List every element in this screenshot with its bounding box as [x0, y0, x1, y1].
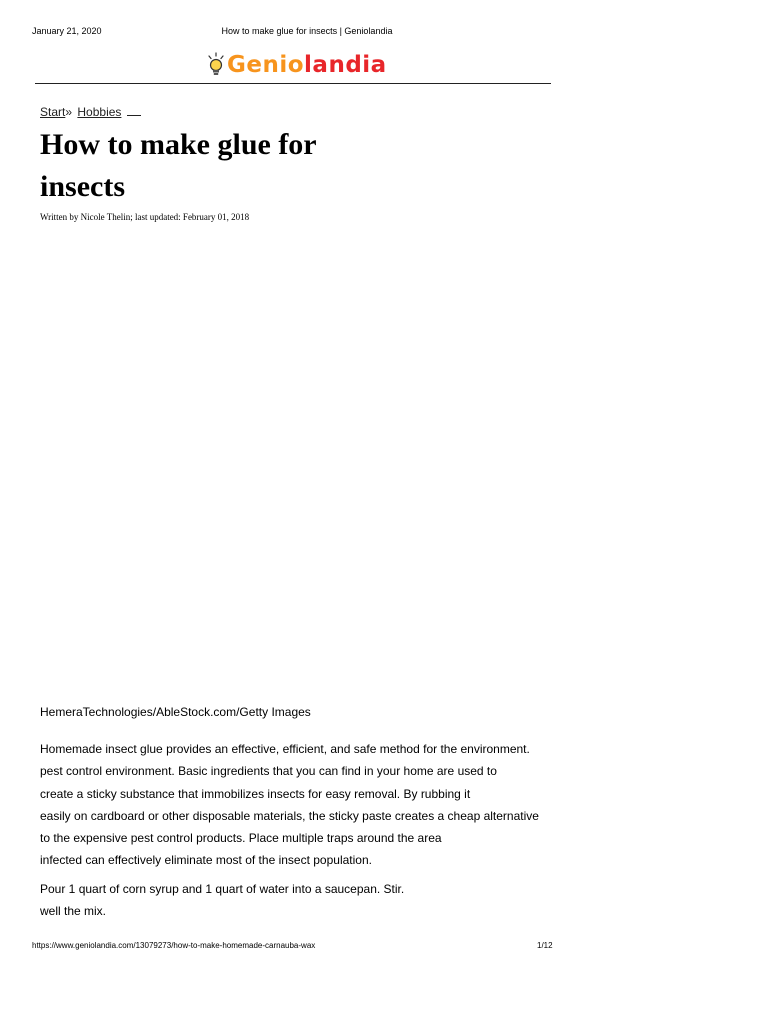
- lightbulb-icon: [207, 52, 225, 78]
- paragraph-line: well the mix.: [40, 904, 107, 919]
- paragraph-line: pest control environment. Basic ingredients that you can find in your home are used to: [40, 764, 497, 779]
- print-date: January 21, 2020: [32, 26, 102, 36]
- logo-part-genio: Genio: [227, 52, 305, 78]
- header-divider: [35, 83, 551, 84]
- article-title: How to make glue for insects: [40, 128, 317, 203]
- article-paragraph-2: [40, 878, 520, 923]
- breadcrumb-separator: »: [65, 105, 73, 119]
- print-page-number: 1/12: [537, 941, 553, 950]
- article-byline: Written by Nicole Thelin; last updated: February 01, 2018: [40, 212, 250, 222]
- article-paragraph-1: [40, 738, 539, 872]
- site-logo[interactable]: [207, 49, 387, 81]
- paragraph-line: easily on cardboard or other disposable materials, the sticky paste creates a cheap alternative: [40, 808, 539, 823]
- image-credit: HemeraTechnologies/AbleStock.com/Getty Images: [40, 705, 311, 719]
- paragraph-line: Homemade insect glue provides an effective, efficient, and safe method for the environment.: [40, 742, 530, 756]
- print-footer-url: https://www.geniolandia.com/13079273/how-to-make-homemade-carnauba-wax: [32, 941, 316, 950]
- paragraph-line: to the expensive pest control products. Place multiple traps around the area: [40, 831, 442, 846]
- logo-wordmark: [227, 52, 387, 78]
- breadcrumb-start-link[interactable]: Start: [40, 105, 66, 119]
- breadcrumb-hobbies-link[interactable]: Hobbies: [77, 105, 122, 119]
- logo-part-landia: landia: [304, 52, 387, 78]
- paragraph-line: infected can effectively eliminate most of the insect population.: [40, 853, 372, 868]
- paragraph-line: Pour 1 quart of corn syrup and 1 quart of water into a saucepan. Stir.: [40, 882, 405, 896]
- breadcrumb-blank-link[interactable]: [127, 105, 141, 116]
- paragraph-line: create a sticky substance that immobilizes insects for easy removal. By rubbing it: [40, 786, 471, 801]
- breadcrumb: [40, 105, 141, 119]
- article-image-placeholder: [40, 232, 520, 692]
- print-page-title: How to make glue for insects | Geniolandia: [221, 26, 393, 36]
